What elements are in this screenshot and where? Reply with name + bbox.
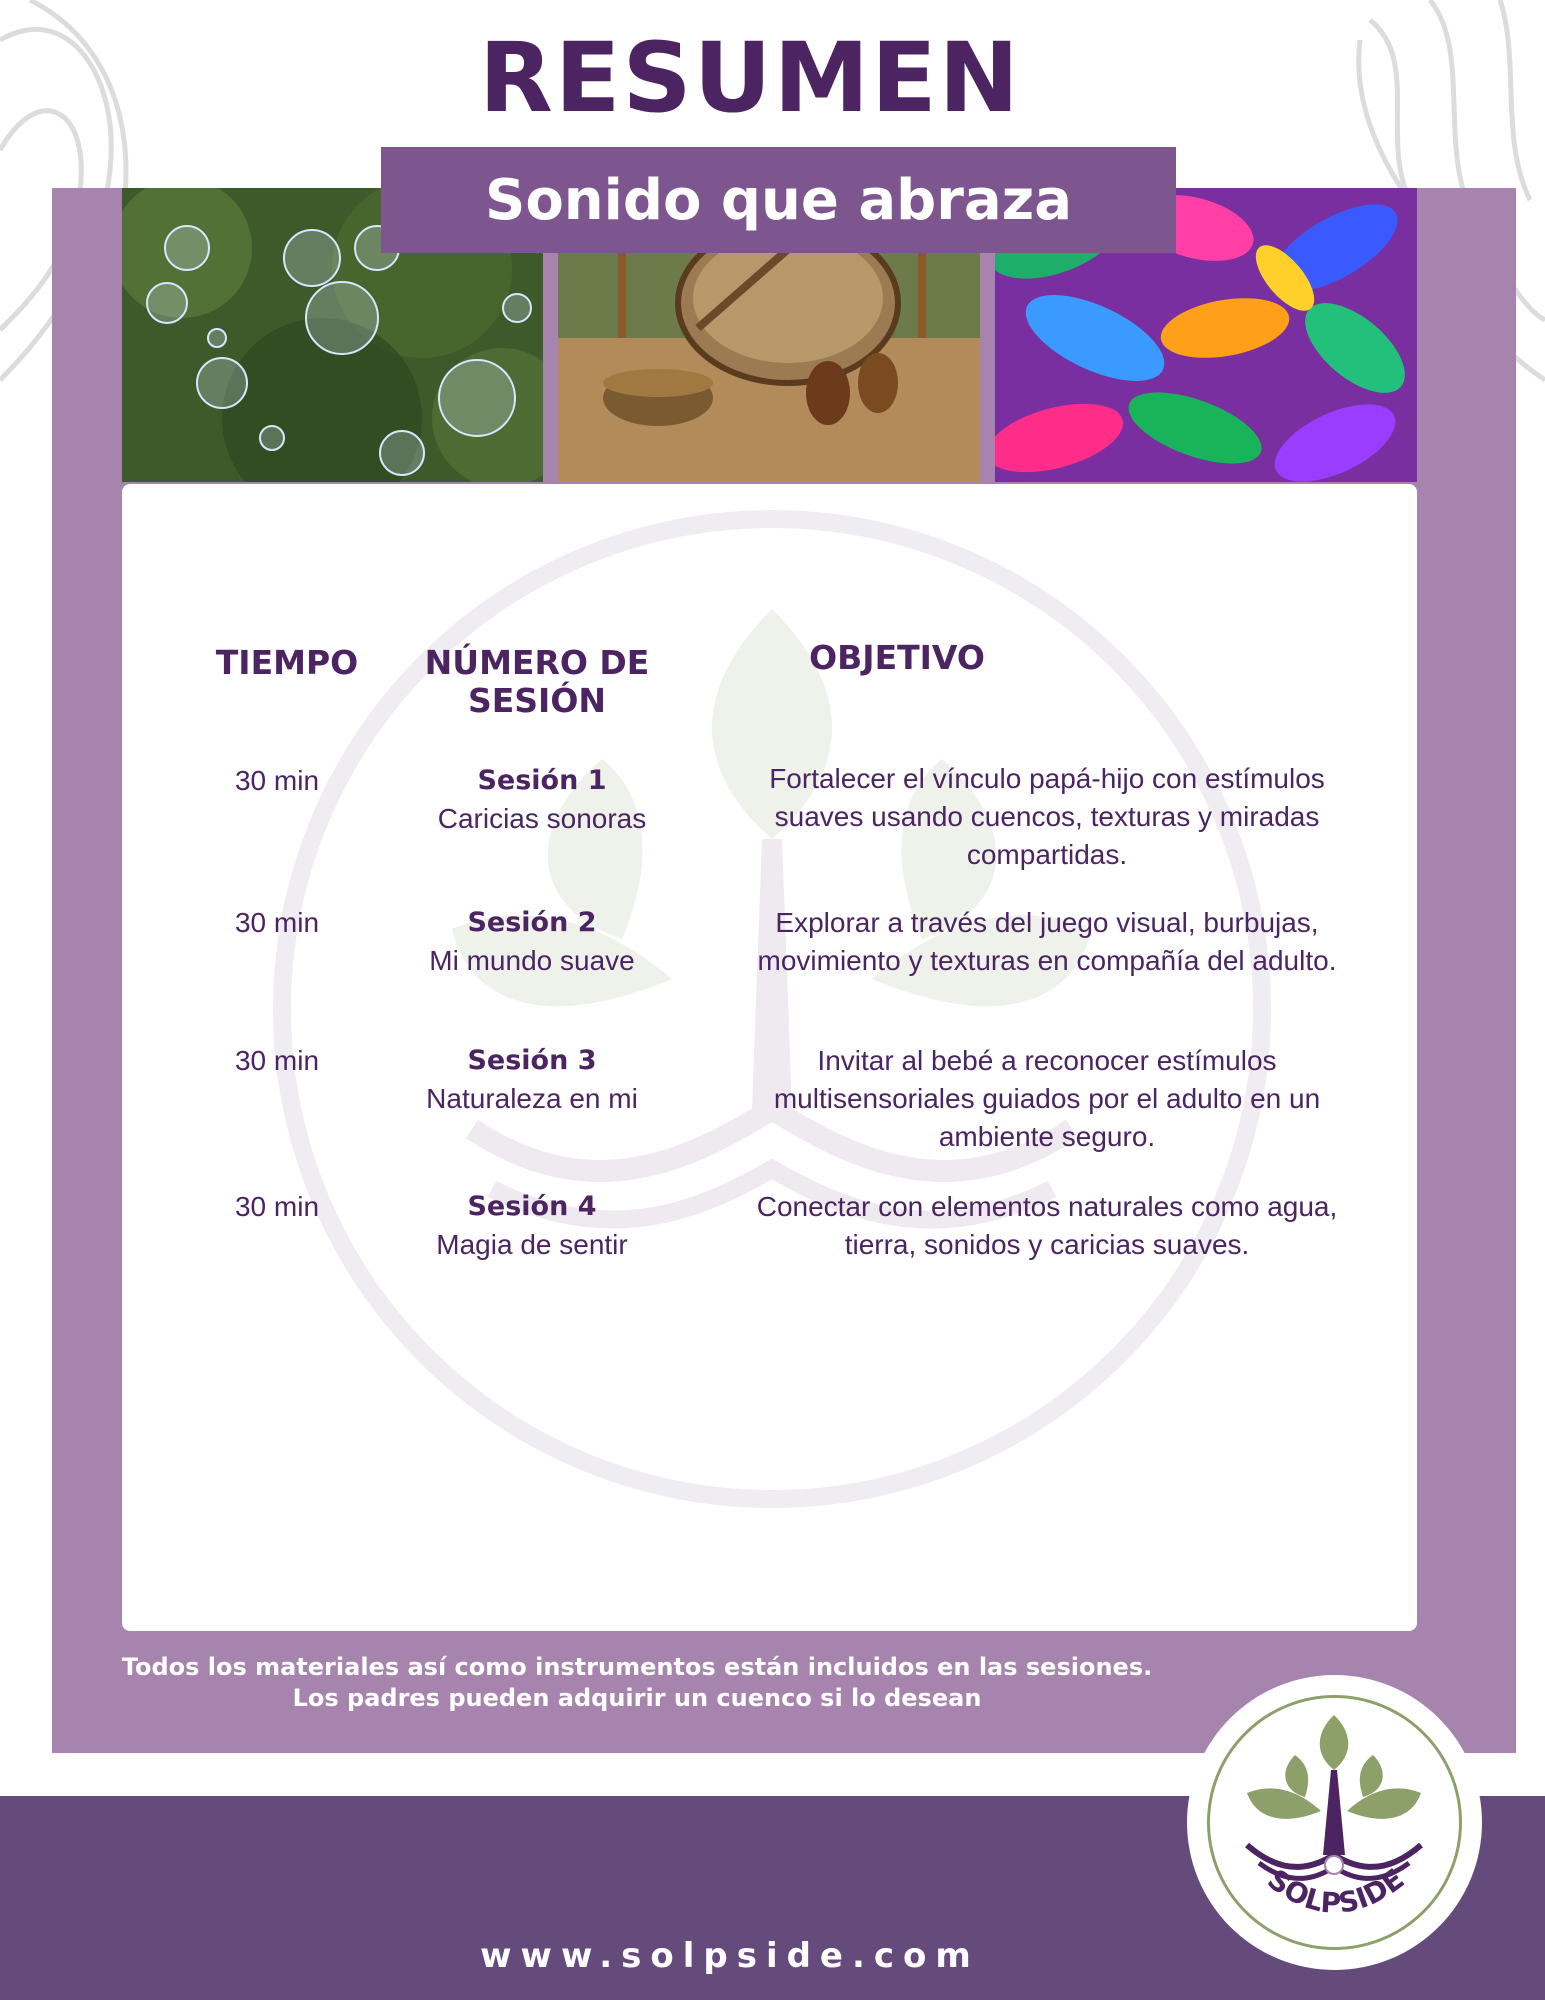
header-session-line2: SESIÓN [467,681,607,720]
row-1-objective-line: compartidas. [966,839,1128,870]
row-3-session-name: Naturaleza en mi [426,1083,638,1114]
header-objective: OBJETIVO [809,638,985,677]
logo-text: SOLPSIDE [1261,1862,1411,1920]
row-1-objective-line: Fortalecer el vínculo papá-hijo con estímulos [769,763,1325,794]
sessions-card [122,484,1417,1631]
row-3-objective-line: ambiente seguro. [938,1121,1156,1152]
row-2-session [397,904,667,980]
row-3-objective-line: Invitar al bebé a reconocer estímulos [817,1045,1277,1076]
row-4-session [397,1188,667,1264]
row-4-objective-line: tierra, sonidos y caricias suaves. [844,1229,1250,1260]
row-2-session-name: Mi mundo suave [429,945,635,976]
header-time: TIEMPO [215,643,359,682]
page-title: RESUMEN [478,22,1022,134]
row-3-objective [727,1042,1367,1156]
row-1-objective-line: suaves usando cuencos, texturas y miradas [774,801,1320,832]
row-3-time: 30 min [234,1045,320,1076]
row-2-objective-line: movimiento y texturas en compañía del adulto. [757,945,1337,976]
row-1-objective [727,760,1367,874]
row-4-time: 30 min [234,1191,320,1222]
row-2-session-number: Sesión 2 [467,907,597,938]
row-1-session [412,762,672,838]
row-1-session-number: Sesión 1 [477,765,607,796]
row-2-objective [727,904,1367,980]
materials-note [52,1652,1222,1714]
materials-note-line2: Los padres pueden adquirir un cuenco si lo desean [292,1684,982,1712]
row-4-objective [727,1188,1367,1264]
page-subtitle: Sonido que abraza [484,167,1072,233]
solpside-logo [1187,1675,1482,1970]
website-link[interactable]: www.solpside.com [480,1936,980,1976]
row-4-objective-line: Conectar con elementos naturales como agua, [756,1191,1338,1222]
materials-note-line1: Todos los materiales así como instrumentos están incluidos en las sesiones. [121,1653,1153,1681]
row-3-session [397,1042,667,1118]
row-2-objective-line: Explorar a través del juego visual, burbujas, [775,907,1319,938]
row-3-session-number: Sesión 3 [467,1045,597,1076]
row-1-session-name: Caricias sonoras [437,803,647,834]
subtitle-banner [381,147,1176,253]
row-4-session-name: Magia de sentir [436,1229,628,1260]
header-session [407,644,667,720]
row-2-time: 30 min [234,907,320,938]
row-4-session-number: Sesión 4 [467,1191,597,1222]
header-session-line1: NÚMERO DE [424,643,650,682]
row-1-time: 30 min [234,765,320,796]
row-3-objective-line: multisensoriales guiados por el adulto en un [773,1083,1321,1114]
